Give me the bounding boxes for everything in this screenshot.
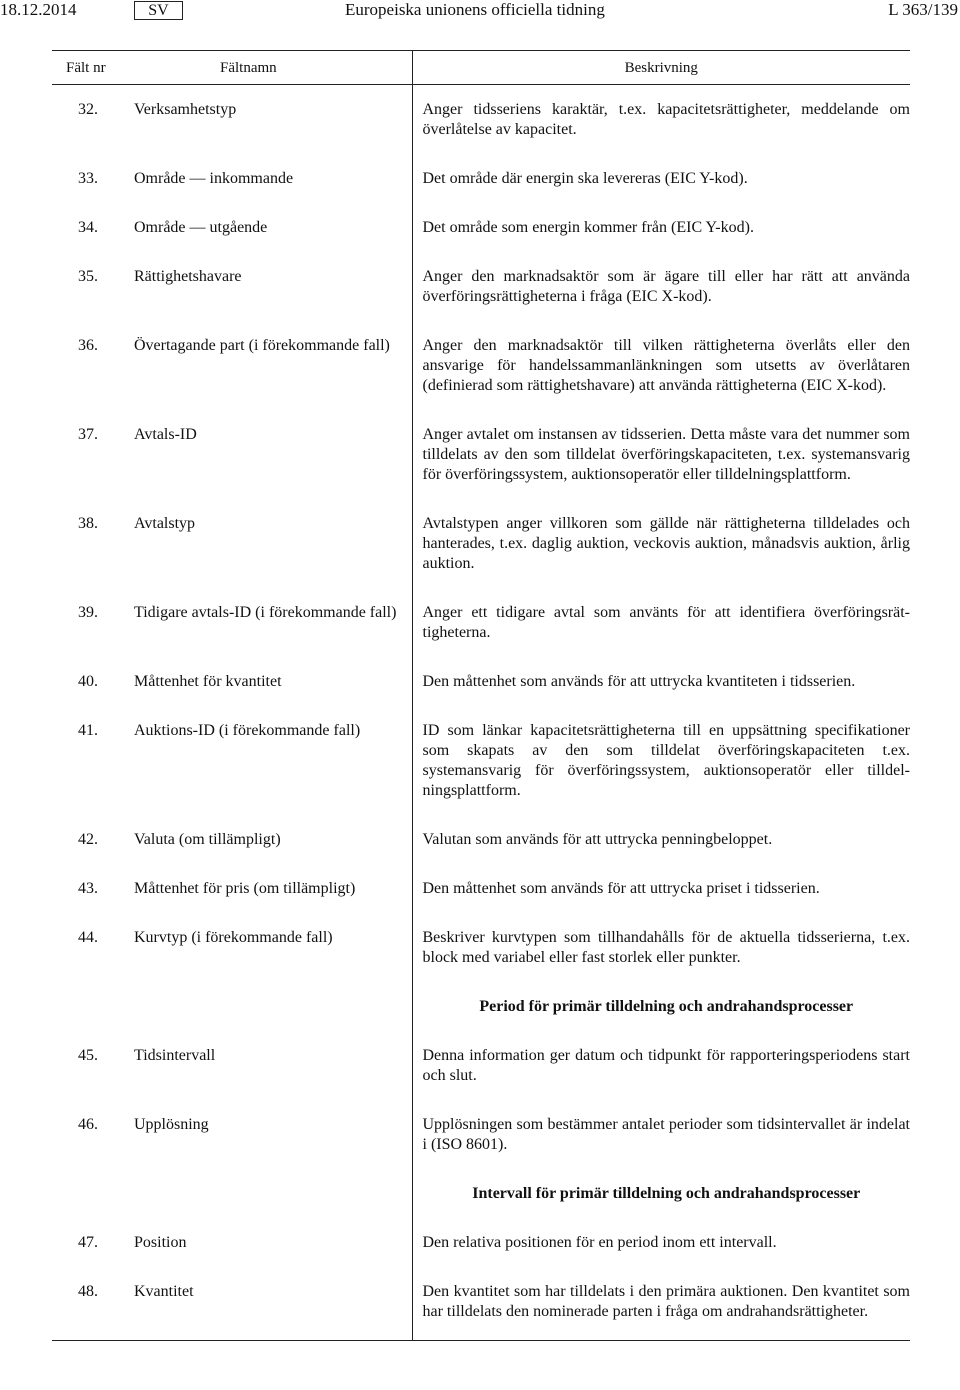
field-number: 43.: [78, 880, 98, 897]
field-number: 37.: [78, 426, 98, 443]
field-description: Avtalstypen anger villkoren som gällde när rättigheterna tilldelades och hanterades, t.ex. daglig auktion, veckovis auktion, månadsvis auktion, årlig auktion.: [422, 515, 910, 572]
field-description: Anger ett tidigare avtal som använts för att identifiera överföringsrättigheterna.: [422, 604, 910, 641]
field-description: Den kvantitet som har tilldelats i den primära auktionen. Den kvantitet som har tilldelats den nominerade parten i fråga om andrahandsrättigheter.: [422, 1283, 910, 1320]
table-row: [52, 1086, 910, 1155]
column-header-description: Beskrivning: [412, 51, 910, 85]
field-name: Avtalstyp: [114, 485, 412, 574]
field-number: 45.: [78, 1047, 98, 1064]
field-table: [52, 50, 910, 1341]
field-description: Anger avtalet om instansen av tidsserien. Detta måste vara det nummer som tilldelats av den som tilldelat överföringskapaciteten, t.ex. systemansvarig för överföringssystem, auktionsoperatör eller tilldelningsplattform.: [422, 426, 910, 483]
section-header-row: [52, 968, 910, 1017]
table-row: [52, 1204, 910, 1253]
field-description: Anger tidsseriens karaktär, t.ex. kapacitetsrättigheter, meddelande om överlåtelse av kapacitet.: [422, 101, 910, 138]
field-description: Beskriver kurvtypen som tillhandahålls för de aktuella tidsserierna, t.ex. block med variabel eller fast storlek eller punkter.: [422, 929, 910, 966]
field-number: 42.: [78, 831, 98, 848]
field-description: Upplösningen som bestämmer antalet perioder som tidsintervallet är indelat i (ISO 8601).: [422, 1116, 910, 1153]
section-title: Intervall för primär tilldelning och andrahandsprocesser: [472, 1185, 861, 1202]
field-name: Valuta (om tillämpligt): [114, 801, 412, 850]
field-description: Det område där energin ska levereras (EIC Y-kod).: [422, 170, 748, 187]
field-number: 39.: [78, 604, 98, 621]
field-description: Denna information ger datum och tidpunkt för rapporteringsperiodens start och slut.: [422, 1047, 910, 1084]
page-number: L 363/139: [888, 0, 958, 19]
field-number: 41.: [78, 722, 98, 739]
table-row: [52, 307, 910, 396]
section-title: Period för primär tilldelning och andrahandsprocesser: [479, 998, 854, 1015]
table-row: [52, 1017, 910, 1086]
field-name: Auktions-ID (i förekommande fall): [114, 692, 412, 801]
field-description: Den relativa positionen för en period inom ett intervall.: [422, 1234, 777, 1251]
table-row: [52, 1253, 910, 1322]
field-description: Anger den marknadsaktör till vilken rättigheterna överlåts eller den ansvarige för handelssammanlänkningen som utsetts av överlåtaren (definierad som rättighetshavare) att använda rättigheterna (EIC X-kod).: [422, 337, 910, 394]
table-row: [52, 643, 910, 692]
field-name: Måttenhet för pris (om tillämpligt): [114, 850, 412, 899]
field-number: 38.: [78, 515, 98, 532]
field-name: Kurvtyp (i förekommande fall): [114, 899, 412, 968]
field-number: 34.: [78, 219, 98, 236]
column-header-name: Fältnamn: [114, 51, 412, 85]
field-name: Tidigare avtals-ID (i förekommande fall): [114, 574, 412, 643]
journal-title: Europeiska unionens officiella tidning: [345, 0, 605, 19]
field-number: 47.: [78, 1234, 98, 1251]
field-name: Verksamhetstyp: [114, 100, 412, 140]
table-row: [52, 692, 910, 801]
field-description: Anger den marknadsaktör som är ägare till eller har rätt att använda överföringsrättigheterna i fråga (EIC X-kod).: [422, 268, 910, 305]
field-name: Måttenhet för kvantitet: [114, 643, 412, 692]
language-code: SV: [134, 1, 183, 20]
section-header-row: [52, 1155, 910, 1204]
field-description: Det område som energin kommer från (EIC Y-kod).: [422, 219, 754, 236]
table-row: [52, 850, 910, 899]
field-number: 35.: [78, 268, 98, 285]
field-name: Upplösning: [114, 1086, 412, 1155]
field-number: 36.: [78, 337, 98, 354]
field-name: Rättighetshavare: [114, 238, 412, 307]
table-bottom-rule: [52, 1322, 910, 1341]
table-row: [52, 140, 910, 189]
table-body: [52, 85, 910, 1341]
field-number: 48.: [78, 1283, 98, 1300]
field-name: Område — utgående: [114, 189, 412, 238]
table-row: [52, 396, 910, 485]
field-number: 44.: [78, 929, 98, 946]
table-header-row: [52, 51, 910, 85]
field-name: Område — inkommande: [114, 140, 412, 189]
field-number: 40.: [78, 673, 98, 690]
table-row: [52, 899, 910, 968]
table-row: [52, 100, 910, 140]
field-description: Den måttenhet som används för att uttrycka kvantiteten i tidsserien.: [422, 673, 856, 690]
table-row: [52, 574, 910, 643]
table-row: [52, 189, 910, 238]
field-number: 32.: [78, 101, 98, 118]
field-name: Tidsintervall: [114, 1017, 412, 1086]
field-name: Övertagande part (i förekommande fall): [114, 307, 412, 396]
field-name: Position: [114, 1204, 412, 1253]
publication-date: 18.12.2014: [0, 0, 77, 19]
field-name: Avtals-ID: [114, 396, 412, 485]
page-header: [0, 0, 960, 24]
field-number: 46.: [78, 1116, 98, 1133]
field-description: ID som länkar kapacitetsrättigheterna till en uppsättning specifikationer som skapats av den som tilldelat överföringskapaciteten t.ex. systemansvarig för överföringssystem, auktionsoperatör eller tilldelningsplattform.: [422, 722, 910, 799]
column-header-number: Fält nr: [52, 51, 114, 85]
table-row: [52, 485, 910, 574]
field-description: Valutan som används för att uttrycka penningbeloppet.: [422, 831, 773, 848]
table-row: [52, 238, 910, 307]
table-row: [52, 801, 910, 850]
table-row: [52, 85, 910, 101]
field-number: 33.: [78, 170, 98, 187]
field-description: Den måttenhet som används för att uttrycka priset i tidsserien.: [422, 880, 820, 897]
field-name: Kvantitet: [114, 1253, 412, 1322]
